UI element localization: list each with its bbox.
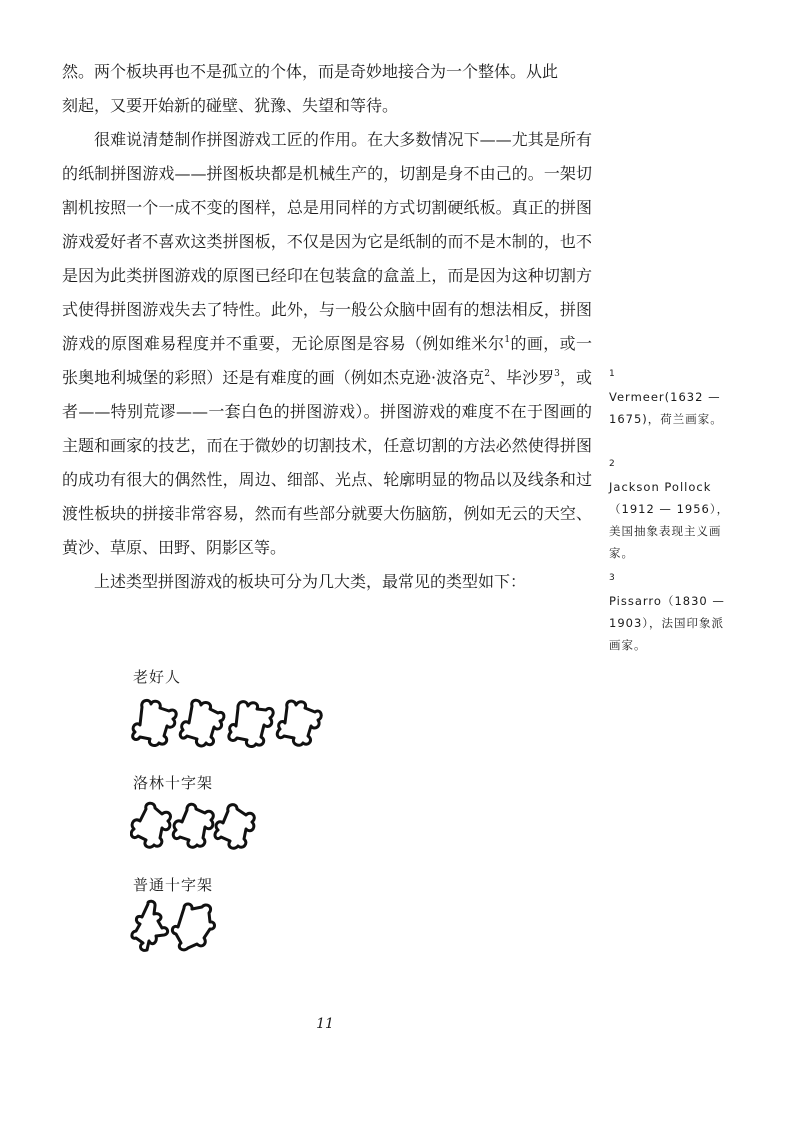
- text-run: ，或者——特别荒谬——一套白色的拼图游戏）。拼图游戏的难度不在于图画的主题和画家的技艺，而在于微妙的切割技术，任意切割的方法必然使得拼图的成功有很大的偶然性，周边、细部、光点、轮廓明显的物品以及线条和过渡性板块的拼接非常容易，然而有些部分就要大伤脑筋，例如无云的天空、黄沙、草原、田野、阴影区等。: [62, 368, 592, 557]
- puzzle-piece-icon: [173, 804, 213, 847]
- puzzle-pieces-lorraine: [130, 798, 260, 852]
- puzzle-pieces-grandfather: [130, 695, 330, 751]
- text-line: 刻起，又要开始新的碰壁、犹豫、失望和等待。: [62, 96, 399, 115]
- footnote-2: [609, 458, 734, 564]
- piece-type-label: 洛林十字架: [133, 774, 214, 792]
- footnote-text: Jackson Pollock（1912 — 1956），美国抽象表现主义画家。: [609, 480, 730, 560]
- puzzle-piece-icon: [277, 701, 321, 745]
- page-number: 11: [316, 1016, 334, 1032]
- piece-type-label: 老好人: [133, 668, 182, 686]
- footnote-3: [609, 572, 734, 656]
- footnote-text: Vermeer(1632 — 1675)，荷兰画家。: [609, 390, 723, 426]
- puzzle-piece-icon: [229, 702, 273, 747]
- puzzle-piece-icon: [215, 805, 254, 849]
- footnote-number: 1: [609, 369, 615, 379]
- puzzle-piece-icon: [131, 803, 170, 847]
- footnote-number: 3: [609, 573, 615, 583]
- piece-row-grandfather: [130, 695, 330, 751]
- footnote-ref-1: 1: [504, 335, 511, 345]
- piece-row-plain-cross: [130, 898, 220, 956]
- footnote-text: Pissarro（1830 — 1903），法国印象派画家。: [609, 594, 725, 652]
- footnote-number: 2: [609, 459, 615, 469]
- puzzle-piece-icon: [180, 700, 224, 746]
- puzzle-piece-icon: [172, 904, 214, 950]
- paragraph-craftsman: [62, 123, 592, 565]
- footnote-1: [609, 368, 734, 430]
- puzzle-piece-icon: [133, 700, 177, 745]
- puzzle-piece-icon: [132, 901, 168, 950]
- body-text: [62, 55, 592, 599]
- text-run: 的画，或一张奥地利城堡的彩照）还是有难度的画（例如杰克逊·波洛克: [62, 334, 592, 387]
- puzzle-pieces-plain-cross: [130, 898, 220, 956]
- text-line: 然。两个板块再也不是孤立的个体，而是奇妙地接合为一个整体。从此: [62, 62, 559, 81]
- paragraph-continued: [62, 55, 592, 123]
- piece-type-label: 普通十字架: [133, 876, 214, 894]
- footnote-ref-2: 2: [484, 369, 490, 379]
- text-run: 、毕沙罗: [489, 368, 555, 387]
- piece-row-lorraine-cross: [130, 798, 260, 852]
- text-run: 很难说清楚制作拼图游戏工匠的作用。在大多数情况下——尤其是所有的纸制拼图游戏——拼图板块都是机械生产的，切割是身不由己的。一架切割机按照一个一成不变的图样，总是用同样的方式切割硬纸板。真正的拼图游戏爱好者不喜欢这类拼图板，不仅是因为它是纸制的而不是木制的，也不是因为此类拼图游戏的原图已经印在包装盒的盒盖上，而是因为这种切割方式使得拼图游戏失去了特性。此外，与一般公众脑中固有的想法相反，拼图游戏的原图难易程度并不重要，无论原图是容易（例如维米尔: [62, 130, 592, 353]
- paragraph-types-intro: 上述类型拼图游戏的板块可分为几大类，最常见的类型如下：: [94, 572, 527, 591]
- footnote-ref-3: 3: [554, 369, 560, 379]
